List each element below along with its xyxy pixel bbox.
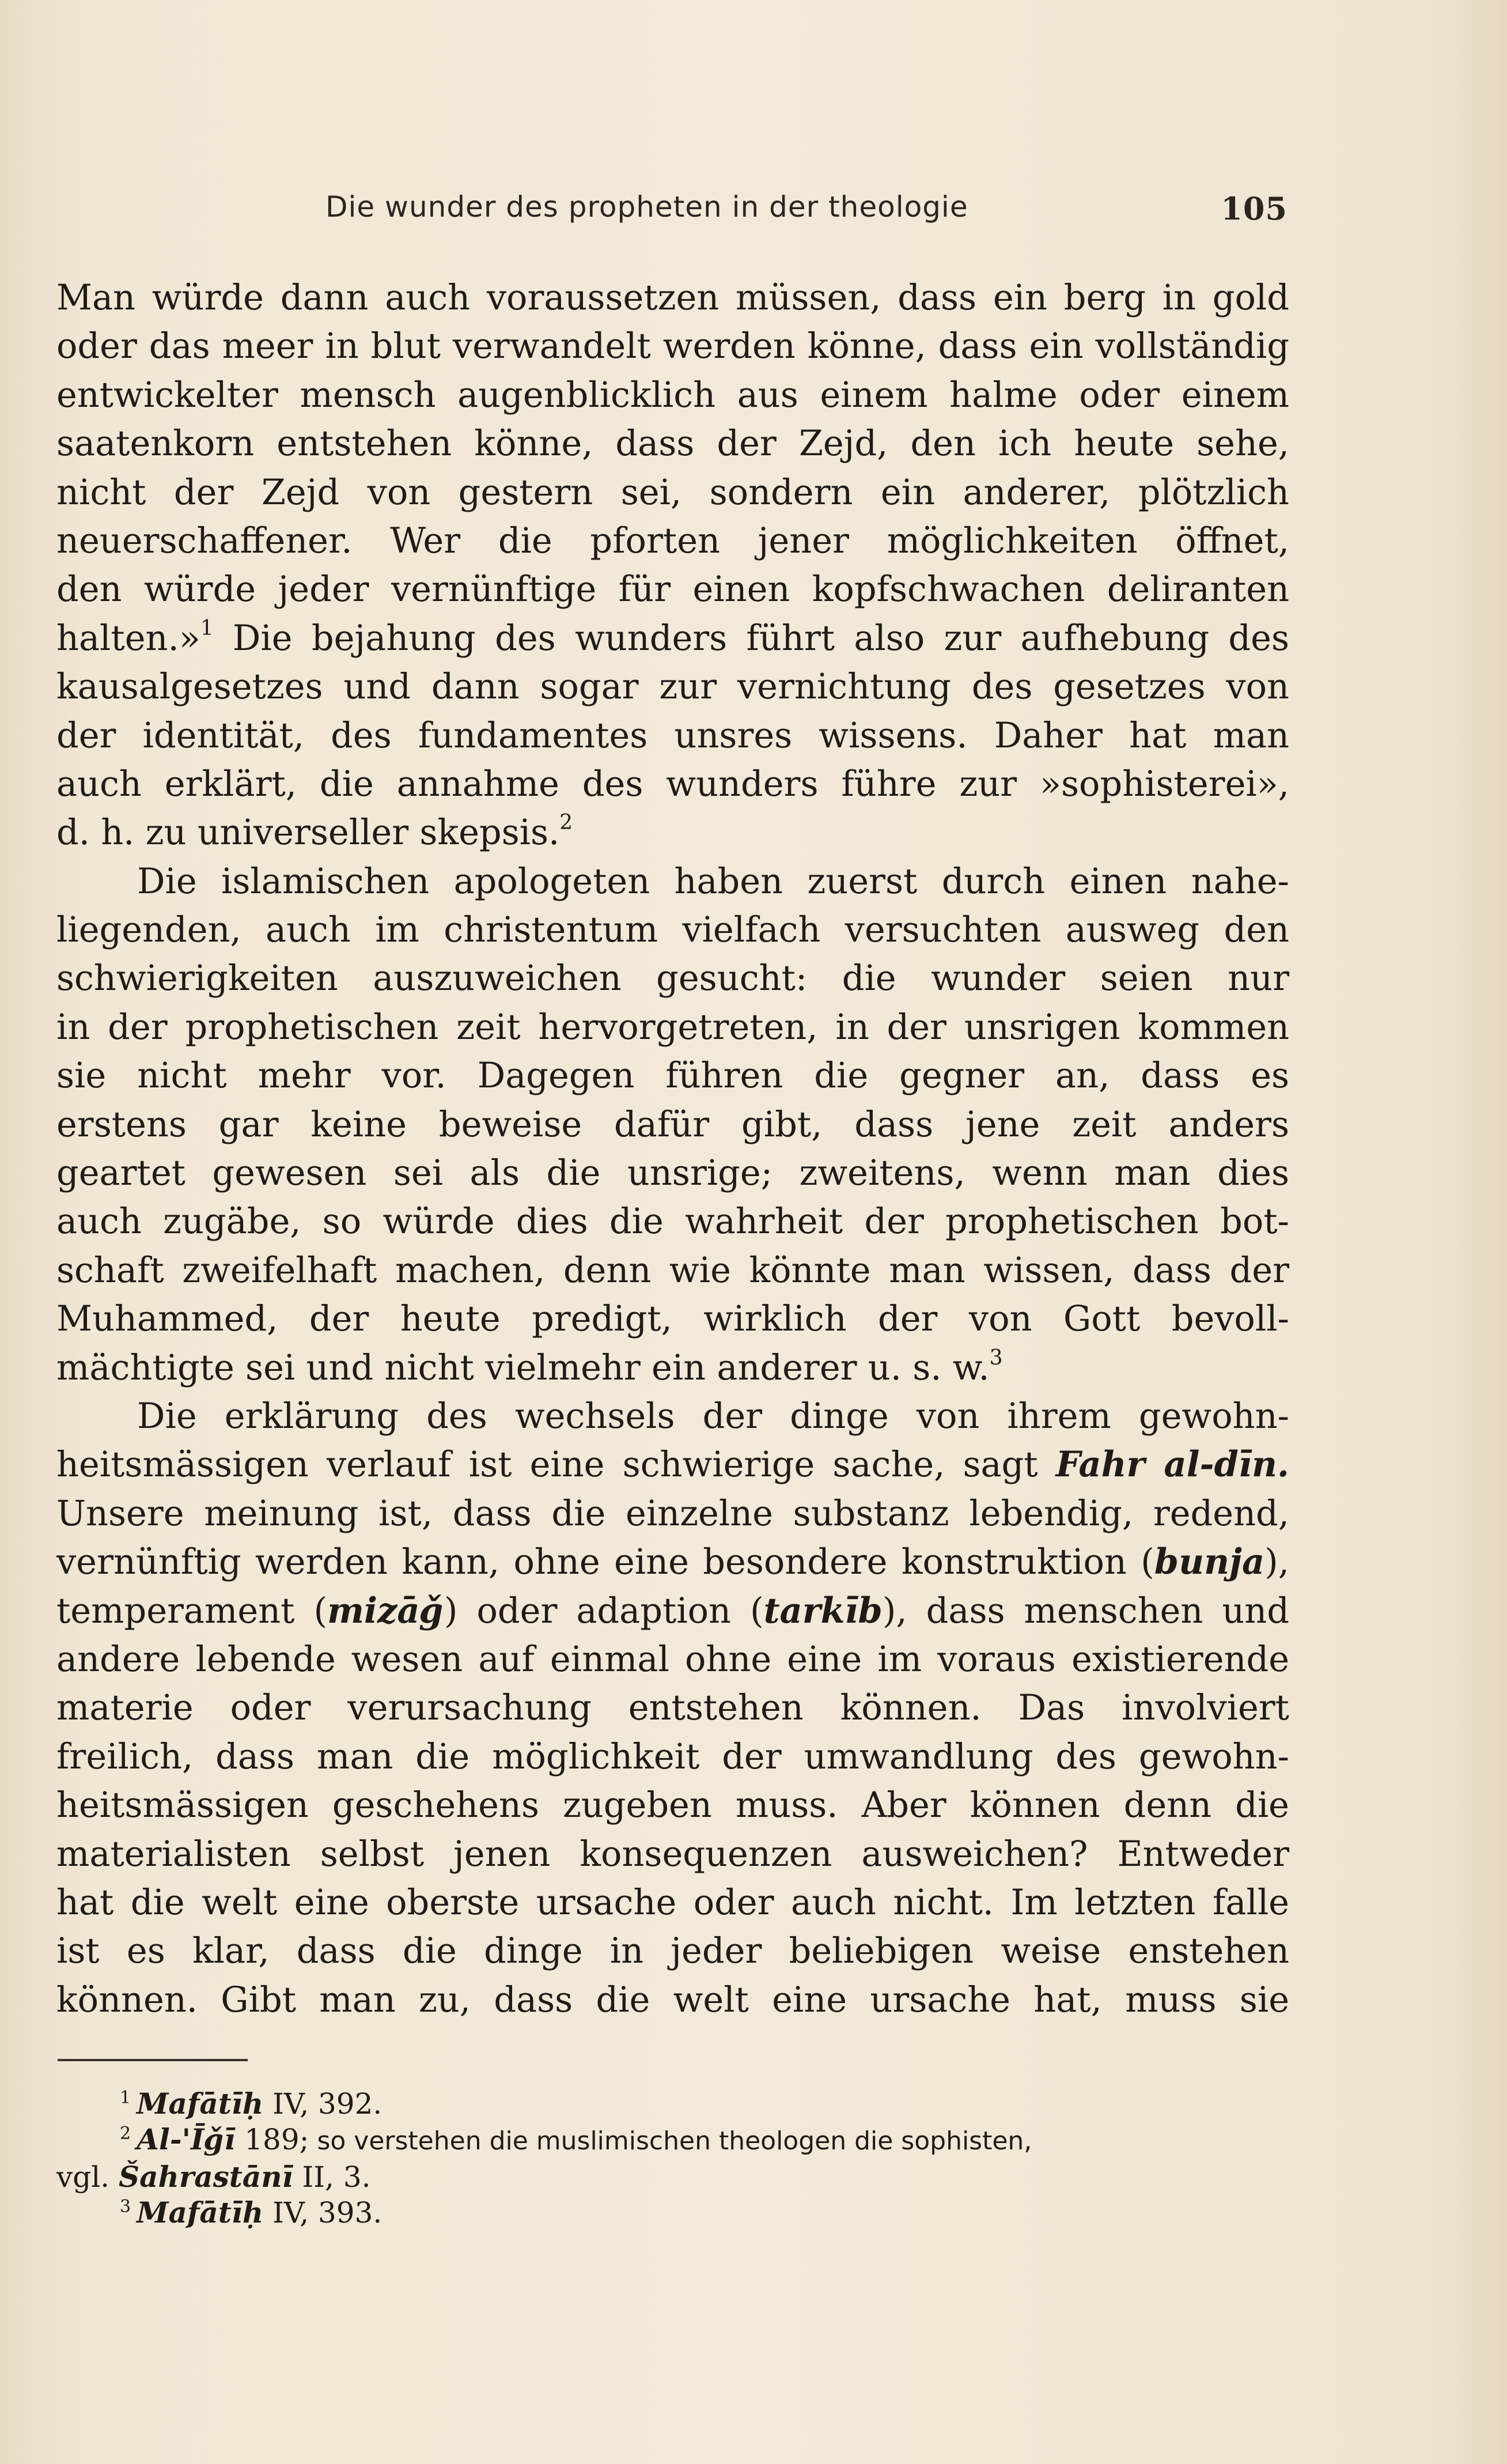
text-line bbox=[56, 808, 1289, 857]
footnote-source: Mafātīḥ bbox=[137, 2195, 264, 2229]
text-fragment: temperament ( bbox=[56, 1590, 328, 1631]
footnote bbox=[56, 2086, 1289, 2122]
text-line: liegenden, auch im christentum vielfach versuchten ausweg den bbox=[56, 910, 1289, 951]
page-number: 105 bbox=[1221, 190, 1288, 227]
text-fragment: ), dass menschen und bbox=[882, 1590, 1289, 1631]
text-line: nicht der Zejd von gestern sei, sondern ein anderer, plötzlich bbox=[56, 472, 1289, 513]
footnote-text: IV, 393. bbox=[263, 2196, 383, 2229]
text-line: Man würde dann auch voraussetzen müssen, dass ein berg in gold bbox=[56, 278, 1289, 318]
text-line: auch erklärt, die annahme des wunders führe zur »sophisterei», bbox=[56, 764, 1289, 804]
text-fragment: halten.» bbox=[56, 618, 200, 659]
text-line bbox=[56, 614, 1289, 663]
text-fragment: ) oder adaption ( bbox=[444, 1590, 764, 1631]
text-line: entwickelter mensch augenblicklich aus einem halme oder einem bbox=[56, 375, 1289, 415]
footnote-text: IV, 392. bbox=[263, 2087, 383, 2121]
footnote-text: so verstehen die muslimischen theologen die sophisten, bbox=[309, 2126, 1032, 2156]
text-line: Muhammed, der heute predigt, wirklich der von Gott bevoll- bbox=[56, 1299, 1289, 1340]
arabic-term: tarkīb bbox=[763, 1590, 883, 1631]
footnote-number: 2 bbox=[120, 2123, 131, 2144]
text-line: neuerschaffener. Wer die pforten jener möglichkeiten öffnet, bbox=[56, 520, 1289, 561]
footnote-mark: 3 bbox=[989, 1346, 1003, 1370]
running-head-title: Die wunder des propheten in der theologie bbox=[325, 190, 968, 224]
footnote-source: Al-'Īǧī bbox=[137, 2122, 236, 2156]
text-line: heitsmässigen geschehens zugeben muss. Aber können denn die bbox=[56, 1785, 1289, 1826]
text-line: sie nicht mehr vor. Dagegen führen die gegner an, dass es bbox=[56, 1056, 1289, 1097]
footnote-mark: 1 bbox=[200, 616, 214, 640]
text-line: den würde jeder vernünftige für einen kopfschwachen deliranten bbox=[56, 569, 1289, 610]
text-line: Unsere meinung ist, dass die einzelne substanz lebendig, redend, bbox=[56, 1493, 1289, 1534]
footnote-text: vgl. bbox=[56, 2160, 119, 2194]
text-line: ist es klar, dass die dinge in jeder beliebigen weise enstehen bbox=[56, 1931, 1289, 1972]
text-line: freilich, dass man die möglichkeit der umwandlung des gewohn- bbox=[56, 1736, 1289, 1777]
text-line: in der prophetischen zeit hervorgetreten, in der unsrigen kommen bbox=[56, 1007, 1289, 1048]
arabic-term: bunja bbox=[1154, 1541, 1265, 1583]
text-line: schwierigkeiten auszuweichen gesucht: die wunder seien nur bbox=[56, 958, 1289, 999]
footnote bbox=[56, 2122, 1289, 2159]
text-line: erstens gar keine beweise dafür gibt, dass jene zeit anders bbox=[56, 1104, 1289, 1145]
footnote-mark: 2 bbox=[559, 811, 573, 835]
text-line: Die erklärung des wechsels der dinge von ihrem gewohn- bbox=[137, 1396, 1289, 1437]
text-line: saatenkorn entstehen könne, dass der Zejd, den ich heute sehe, bbox=[56, 424, 1289, 464]
text-line: schaft zweifelhaft machen, denn wie könnte man wissen, dass der bbox=[56, 1250, 1289, 1291]
footnote-page: 189; bbox=[235, 2123, 309, 2156]
footnote-divider bbox=[58, 2059, 248, 2061]
footnote bbox=[56, 2195, 1289, 2231]
footnote-number: 3 bbox=[120, 2197, 131, 2217]
text-line: der identität, des fundamentes unsres wissens. Daher hat man bbox=[56, 715, 1289, 756]
text-line bbox=[56, 1538, 1289, 1586]
text-line: andere lebende wesen auf einmal ohne eine im voraus existierende bbox=[56, 1639, 1289, 1680]
arabic-term: mizāǧ bbox=[327, 1590, 444, 1631]
text-line: können. Gibt man zu, dass die welt eine ursache hat, muss sie bbox=[56, 1979, 1289, 2020]
text-line bbox=[56, 1344, 1289, 1392]
text-line: materie oder verursachung entstehen können. Das involviert bbox=[56, 1688, 1289, 1729]
footnote-number: 1 bbox=[120, 2088, 131, 2108]
text-fragment: ), bbox=[1264, 1542, 1289, 1583]
text-fragment: d. h. zu universeller skepsis. bbox=[56, 812, 560, 853]
footnote-continuation bbox=[56, 2159, 1289, 2195]
footnote-source: Šahrastānī bbox=[119, 2160, 293, 2194]
text-fragment: mächtigte sei und nicht vielmehr ein anderer u. s. w. bbox=[56, 1347, 990, 1388]
text-line bbox=[56, 1441, 1289, 1489]
text-line bbox=[56, 1587, 1289, 1635]
footnotes bbox=[56, 2086, 1289, 2231]
text-fragment: Die bejahung des wunders führt also zur aufhebung des bbox=[232, 618, 1290, 659]
text-line: geartet gewesen sei als die unsrige; zweitens, wenn man dies bbox=[56, 1153, 1289, 1194]
text-fragment: vernünftig werden kann, ohne eine besondere konstruktion ( bbox=[56, 1542, 1154, 1583]
text-line: kausalgesetzes und dann sogar zur vernichtung des gesetzes von bbox=[56, 667, 1289, 708]
text-line: materialisten selbst jenen konsequenzen ausweichen? Entweder bbox=[56, 1834, 1289, 1875]
footnote-text: II, 3. bbox=[293, 2160, 371, 2194]
body-text bbox=[56, 274, 1289, 2024]
text-line: oder das meer in blut verwandelt werden könne, dass ein vollständig bbox=[56, 326, 1289, 367]
text-line: Die islamischen apologeten haben zuerst durch einen nahe- bbox=[137, 861, 1289, 902]
running-head bbox=[325, 190, 1288, 230]
text-line: auch zugäbe, so würde dies die wahrheit der prophetischen bot- bbox=[56, 1201, 1289, 1242]
text-fragment: heitsmässigen verlauf ist eine schwierige sache, sagt bbox=[56, 1445, 1038, 1486]
footnote-source: Mafātīḥ bbox=[137, 2087, 264, 2121]
author-name: Fahr al-dīn. bbox=[1055, 1444, 1289, 1486]
text-line: hat die welt eine oberste ursache oder auch nicht. Im letzten falle bbox=[56, 1882, 1289, 1923]
